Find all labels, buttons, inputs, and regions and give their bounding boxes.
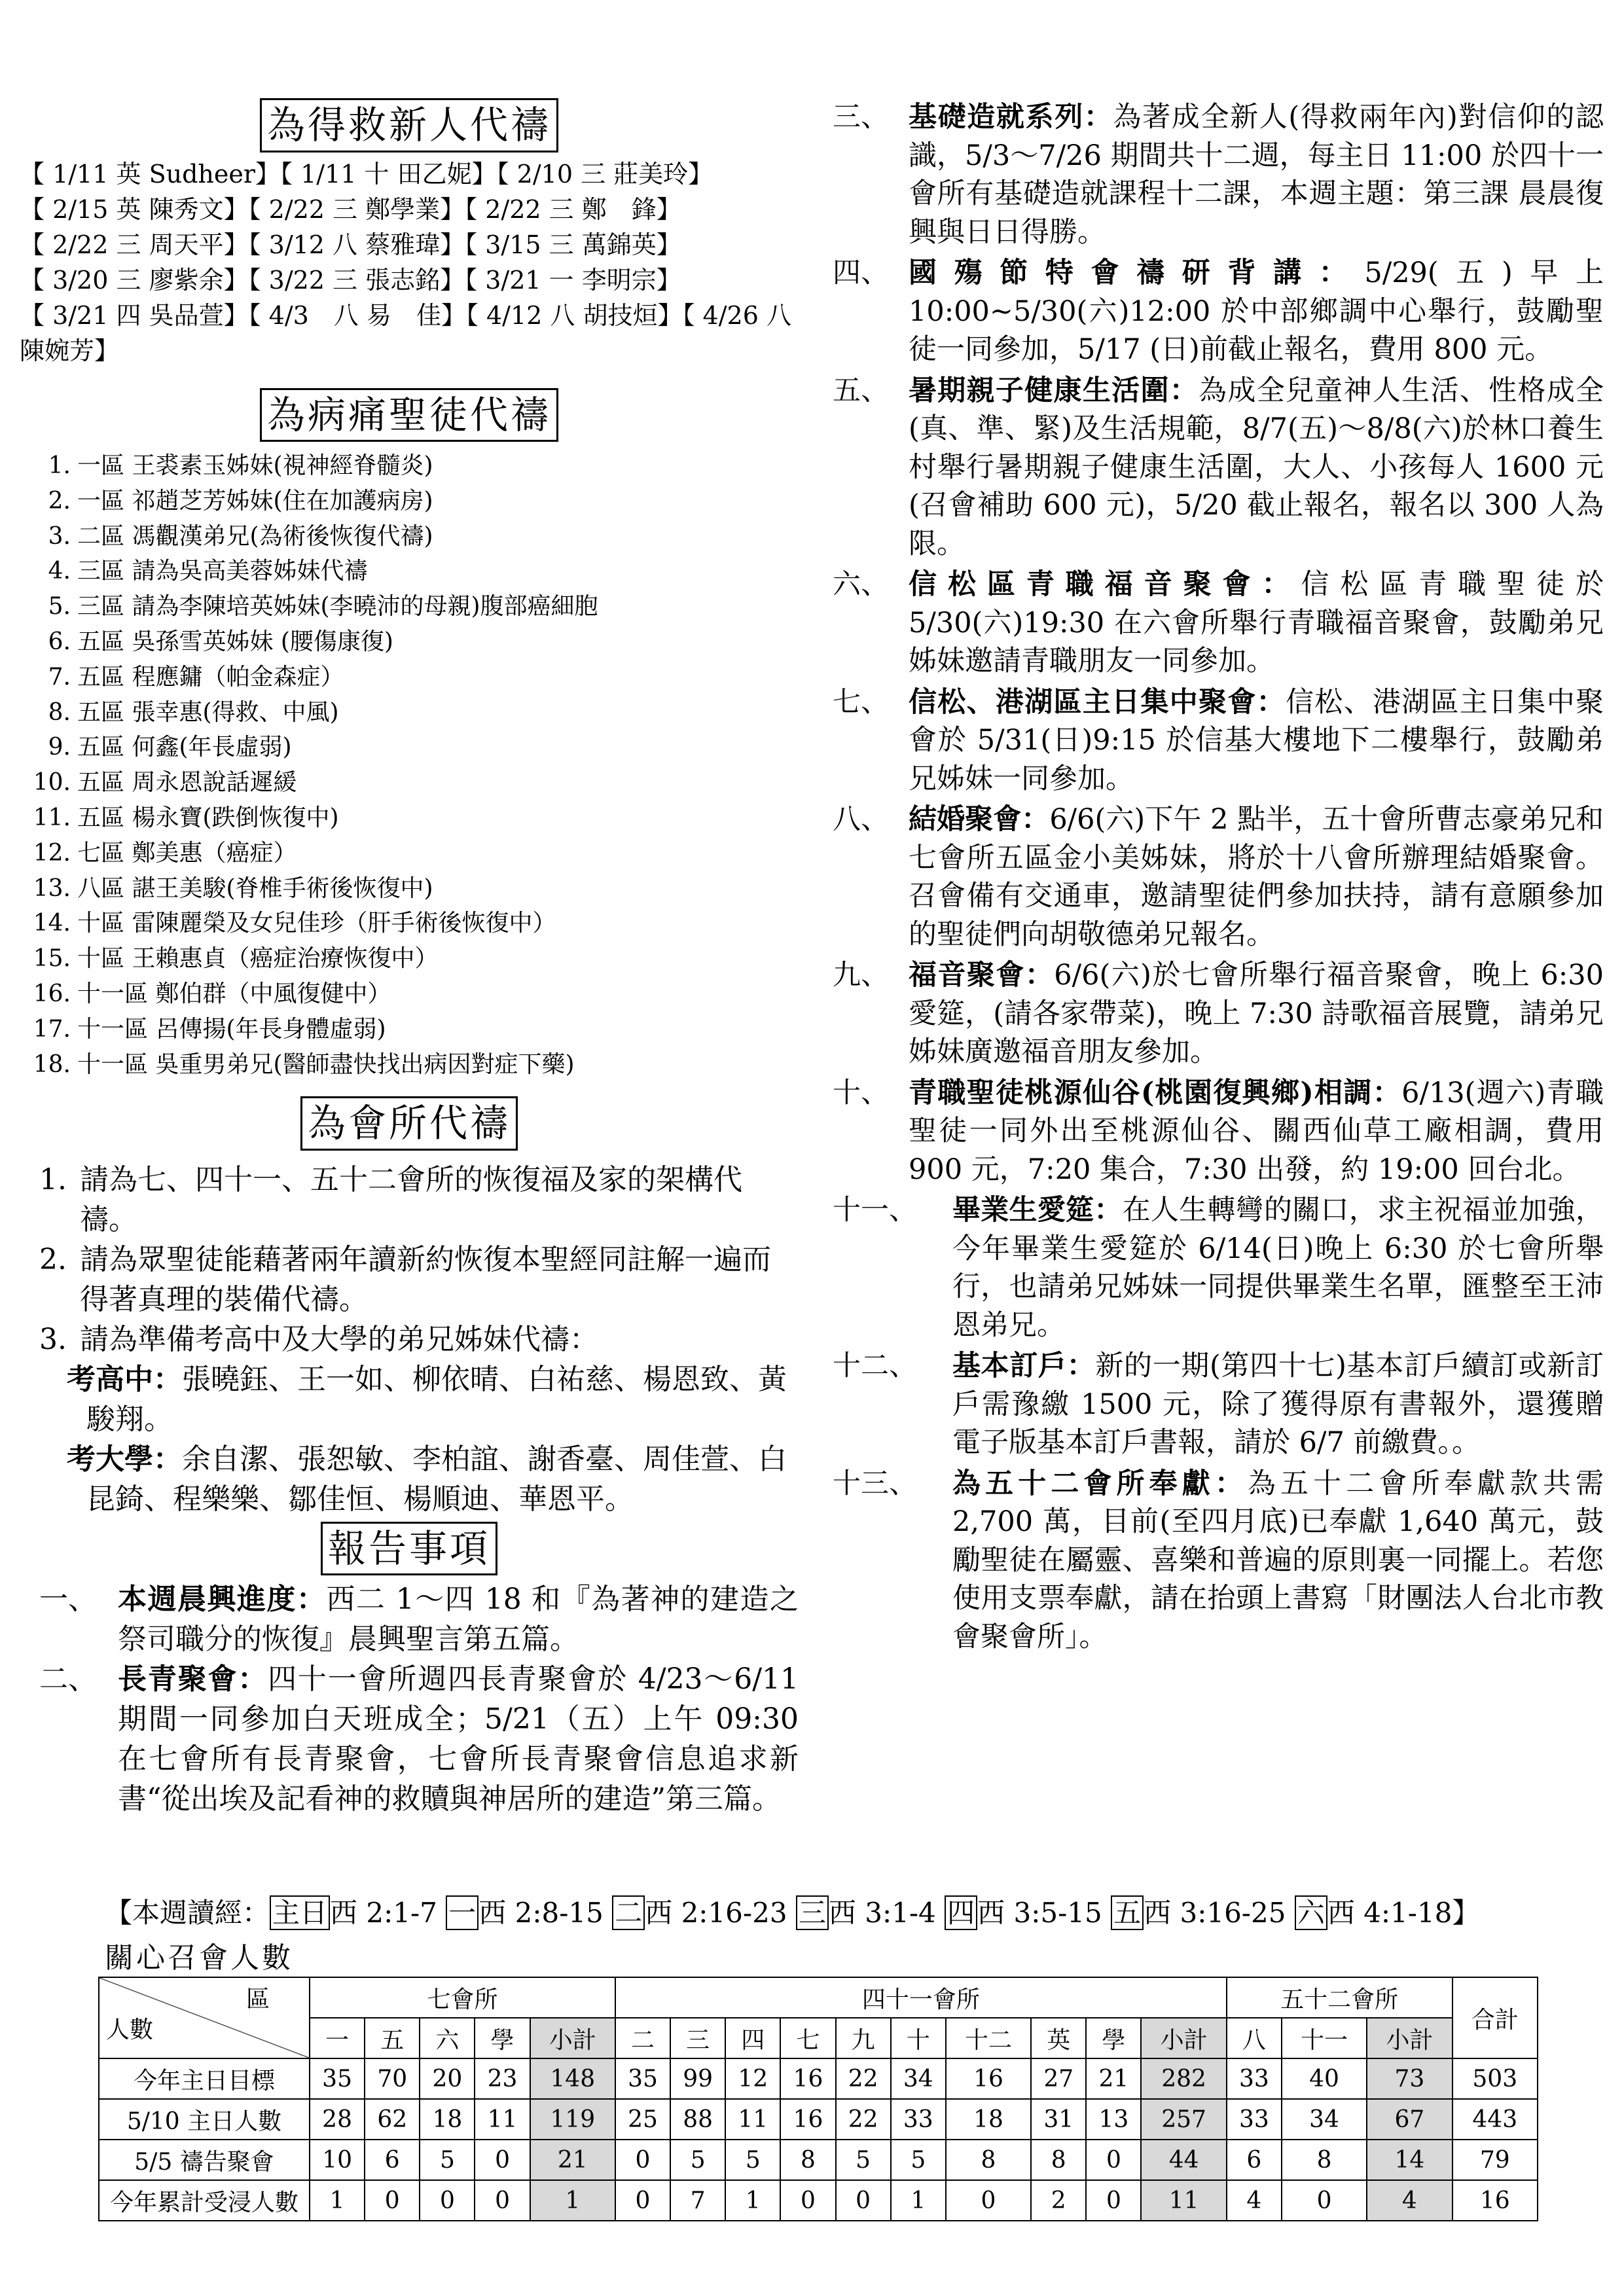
table-cell: 0: [475, 2140, 530, 2180]
column-header: 五: [365, 2018, 420, 2058]
table-cell: 33: [1227, 2099, 1282, 2140]
list-item: 14. 十區 雷陳麗榮及女兒佳珍（肝手術後恢復中）: [33, 910, 556, 937]
column-header: 英: [1031, 2018, 1086, 2058]
table-cell: 0: [365, 2180, 420, 2221]
row-label: 今年累計受浸人數: [99, 2180, 310, 2221]
report-item: 十一、 畢業生愛筵：在人生轉彎的關口，求主祝福並加強，今年畢業生愛筵於 6/14(日)晚上 6:30 於七會所舉行，也請弟兄姊妹一同提供畢業生名單，匯整至王沛恩弟兄。: [833, 1194, 1604, 1342]
column-header: 十: [891, 2018, 946, 2058]
corner-cell: 區 人數: [99, 1977, 310, 2058]
table-cell: 20: [420, 2058, 475, 2099]
list-item: 4. 三區 請為吳高美蓉姊妹代禱: [48, 558, 368, 585]
table-cell: 0: [420, 2180, 475, 2221]
table-cell: 0: [475, 2180, 530, 2221]
column-header: 九: [836, 2018, 891, 2058]
table-cell: 99: [670, 2058, 725, 2099]
table-cell: 11: [725, 2099, 780, 2140]
column-header: 四: [725, 2018, 780, 2058]
table-cell: 22: [836, 2099, 891, 2140]
column-header: 二: [615, 2018, 670, 2058]
table-cell: 282: [1141, 2058, 1226, 2099]
table-cell: 5: [420, 2140, 475, 2180]
list-item: 5. 三區 請為李陳培英姊妹(李曉沛的母親)腹部癌細胞: [48, 593, 598, 620]
report-item: 四、 國殤節特會禱研背講：5/29(五)早上 10:00~5/30(六)12:00 於中部鄉調中心舉行，鼓勵聖徒一同參加，5/17 (日)前截止報名，費用 800 元。: [833, 257, 1604, 366]
table-cell: 119: [530, 2099, 615, 2140]
table-cell: 16: [1453, 2180, 1538, 2221]
list-item: 7. 五區 程應鏞（帕金森症）: [48, 663, 344, 691]
table-cell: 2: [1031, 2180, 1086, 2221]
column-header: 七: [780, 2018, 835, 2058]
table-cell: 34: [1282, 2099, 1367, 2140]
table-cell: 0: [615, 2180, 670, 2221]
list-item: 8. 五區 張幸惠(得救、中風): [48, 698, 339, 726]
column-header: 十二: [946, 2018, 1031, 2058]
table-cell: 16: [780, 2099, 835, 2140]
table-cell: 11: [1141, 2180, 1226, 2221]
table-cell: 257: [1141, 2099, 1226, 2140]
table-row: [99, 2099, 1538, 2140]
table-cell: 8: [946, 2140, 1031, 2180]
table-cell: 0: [780, 2180, 835, 2221]
table-cell: 7: [670, 2180, 725, 2221]
list-item: 18. 十一區 吳重男弟兄(醫師盡快找出病因對症下藥): [33, 1050, 575, 1078]
salvation-line: 【 3/20 三 廖紫余】【 3/22 三 張志銘】【 3/21 一 李明宗】: [20, 265, 681, 295]
exam-highschool: 考高中：張曉鈺、王一如、柳依晴、白祐慈、楊恩致、黃駿翔。: [67, 1362, 787, 1436]
column-header: 一: [310, 2018, 365, 2058]
row-label: 5/10 主日人數: [99, 2099, 310, 2140]
table-cell: 31: [1031, 2099, 1086, 2140]
table-cell: 503: [1453, 2058, 1538, 2099]
list-item: 9. 五區 何鑫(年長虛弱): [48, 734, 292, 761]
list-item: 13. 八區 諶王美駿(脊椎手術後恢復中): [33, 874, 433, 902]
column-header: 學: [1086, 2018, 1141, 2058]
table-cell: 5: [670, 2140, 725, 2180]
stats-table: [98, 1977, 1538, 2221]
list-item: 6. 五區 吳孫雪英姊妹 (腰傷康復): [48, 628, 393, 655]
table-cell: 11: [475, 2099, 530, 2140]
table-cell: 8: [780, 2140, 835, 2180]
report-item: 十、 青職聖徒桃源仙谷(桃園復興鄉)相調：6/13(週六)青職聖徒一同外出至桃源仙谷、關西仙草工廠相調，費用 900 元，7:20 集合，7:30 出發，約 19:00 回台北。: [833, 1076, 1604, 1186]
list-item: 11. 五區 楊永寶(跌倒恢復中): [33, 804, 339, 831]
table-cell: 1: [530, 2180, 615, 2221]
row-label: 5/5 禱告聚會: [99, 2140, 310, 2180]
table-cell: 6: [1227, 2140, 1282, 2180]
table-cell: 0: [1282, 2180, 1367, 2221]
group-header: 四十一會所: [615, 1977, 1227, 2018]
table-cell: 0: [615, 2140, 670, 2180]
report-item: 五、 暑期親子健康生活圍：為成全兒童神人生活、性格成全(真、準、緊)及生活規範，8/7(五)～8/8(六)於林口養生村舉行暑期親子健康生活圍，大人、小孩每人 1600 元(召會補助 600 元)，5/20 截止報名，報名以 300 人為限。: [833, 374, 1604, 560]
left-column: [20, 98, 799, 1819]
group-header: 五十二會所: [1227, 1977, 1453, 2018]
table-cell: 33: [891, 2099, 946, 2140]
column-header: 學: [475, 2018, 530, 2058]
list-item: 16. 十一區 鄭伯群（中風復健中）: [33, 980, 391, 1007]
right-column: [831, 98, 1604, 1659]
table-cell: 4: [1367, 2180, 1452, 2221]
table-cell: 5: [891, 2140, 946, 2180]
column-header: 六: [420, 2018, 475, 2058]
table-cell: 18: [946, 2099, 1031, 2140]
table-cell: 27: [1031, 2058, 1086, 2099]
table-cell: 6: [365, 2140, 420, 2180]
table-cell: 1: [725, 2180, 780, 2221]
table-cell: 0: [1086, 2140, 1141, 2180]
report-title: 報告事項: [321, 1522, 497, 1576]
report-item: 一、 本週晨興進度：西二 1～四 18 和『為著神的建造之祭司職分的恢復』晨興聖言第五篇。: [39, 1583, 799, 1657]
table-cell: 33: [1227, 2058, 1282, 2099]
table-cell: 148: [530, 2058, 615, 2099]
table-cell: 4: [1227, 2180, 1282, 2221]
list-item: 1. 一區 王裘素玉姊妹(視神經脊髓炎): [48, 452, 433, 479]
report-item: 三、 基礎造就系列：為著成全新人(得救兩年內)對信仰的認識，5/3～7/26 期間共十二週，每主日 11:00 於四十一會所有基礎造就課程十二課，本週主題：第三課 晨晨復興與日日得勝。: [833, 101, 1604, 249]
column-header: 小計: [530, 2018, 615, 2058]
exam-university: 考大學：余自潔、張恕敏、李柏誼、謝香臺、周佳萱、白昆錡、程樂樂、鄒佳恒、楊順迪、華恩平。: [67, 1442, 787, 1516]
table-cell: 14: [1367, 2140, 1452, 2180]
report-item: 七、 信松、港湖區主日集中聚會：信松、港湖區主日集中聚會於 5/31(日)9:15 於信基大樓地下二樓舉行，鼓勵弟兄姊妹一同參加。: [833, 685, 1604, 795]
table-cell: 0: [1086, 2180, 1141, 2221]
table-cell: 28: [310, 2099, 365, 2140]
list-item: 2. 請為眾聖徒能藉著兩年讀新約恢復本聖經同註解一遍而得著真理的裝備代禱。: [39, 1242, 771, 1316]
table-cell: 5: [836, 2140, 891, 2180]
table-cell: 5: [725, 2140, 780, 2180]
table-cell: 1: [310, 2180, 365, 2221]
table-cell: 10: [310, 2140, 365, 2180]
table-cell: 12: [725, 2058, 780, 2099]
stats-title: 關心召會人數: [105, 1941, 293, 1975]
row-label: 今年主日目標: [99, 2058, 310, 2099]
table-cell: 44: [1141, 2140, 1226, 2180]
list-item: 10. 五區 周永恩說話遲緩: [33, 769, 297, 797]
table-cell: 16: [780, 2058, 835, 2099]
list-item: 3. 請為準備考高中及大學的弟兄姊妹代禱：: [39, 1322, 598, 1356]
report-item: 六、 信松區青職福音聚會：信松區青職聖徒於 5/30(六)19:30 在六會所舉行青職福音聚會，鼓勵弟兄姊妹邀請青職朋友一同參加。: [833, 568, 1604, 677]
salvation-line: 【 2/22 三 周天平】【 3/12 八 蔡雅瑋】【 3/15 三 萬錦英】: [20, 230, 681, 259]
list-item: 1. 請為七、四十一、五十二會所的恢復福及家的架構代禱。: [39, 1162, 742, 1236]
table-cell: 88: [670, 2099, 725, 2140]
salvation-line: 【 2/15 英 陳秀文】【 2/22 三 鄭學業】【 2/22 三 鄭 鋒】: [20, 194, 681, 224]
table-row: [99, 2140, 1538, 2180]
table-cell: 1: [891, 2180, 946, 2221]
salvation-title: 為得救新人代禱: [260, 98, 558, 152]
list-item: 17. 十一區 呂傳揚(年長身體虛弱): [33, 1015, 386, 1043]
table-cell: 0: [836, 2180, 891, 2221]
table-cell: 16: [946, 2058, 1031, 2099]
table-cell: 40: [1282, 2058, 1367, 2099]
table-cell: 18: [420, 2099, 475, 2140]
salvation-list: [20, 156, 799, 368]
table-cell: 23: [475, 2058, 530, 2099]
list-item: 2. 一區 祁趙芝芳姊妹(住在加護病房): [48, 487, 433, 514]
table-cell: 62: [365, 2099, 420, 2140]
column-header: 十一: [1282, 2018, 1367, 2058]
salvation-line: 【 1/11 英 Sudheer】【 1/11 十 田乙妮】【 2/10 三 莊美玲】: [20, 159, 713, 188]
report-item: 十三、 為五十二會所奉獻：為五十二會所奉獻款共需 2,700 萬，目前(至四月底)已奉獻 1,640 萬元，鼓勵聖徒在屬靈、喜樂和普遍的原則裏一同擺上。若您使用支票奉獻，請在抬頭上書寫「財團法人台北市教會聚會所」。: [833, 1467, 1604, 1653]
report-item: 二、 長青聚會：四十一會所週四長青聚會於 4/23～6/11 期間一同參加白天班成全；5/21（五）上午 09:30 在七會所有長青聚會，七會所長青聚會信息追求新書“從出埃及記看神的救贖與神居所的建造”第三篇。: [39, 1662, 799, 1816]
table-cell: 25: [615, 2099, 670, 2140]
table-cell: 21: [530, 2140, 615, 2180]
list-item: 15. 十區 王賴惠貞（癌症治療恢復中）: [33, 945, 439, 973]
table-cell: 34: [891, 2058, 946, 2099]
table-cell: 8: [1282, 2140, 1367, 2180]
group-header: 七會所: [310, 1977, 615, 2018]
table-cell: 35: [310, 2058, 365, 2099]
sick-title: 為病痛聖徒代禱: [260, 388, 558, 442]
table-cell: 73: [1367, 2058, 1452, 2099]
table-cell: 0: [946, 2180, 1031, 2221]
table-row: [99, 2058, 1538, 2099]
table-cell: 22: [836, 2058, 891, 2099]
total-header: 合計: [1453, 1977, 1538, 2058]
sick-list: [20, 448, 799, 1082]
table-cell: 70: [365, 2058, 420, 2099]
table-cell: 79: [1453, 2140, 1538, 2180]
table-cell: 443: [1453, 2099, 1538, 2140]
report-item: 九、 福音聚會：6/6(六)於七會所舉行福音聚會，晚上 6:30 愛筵，(請各家帶菜)，晚上 7:30 詩歌福音展覽，請弟兄姊妹廣邀福音朋友參加。: [833, 959, 1604, 1068]
salvation-line: 【 3/21 四 吳品萱】【 4/3 八 易 佳】【 4/12 八 胡技烜】【 4/26 八 陳婉芳】: [20, 300, 791, 365]
table-cell: 21: [1086, 2058, 1141, 2099]
column-header: 小計: [1367, 2018, 1452, 2058]
halls-title: 為會所代禱: [300, 1096, 518, 1151]
table-cell: 35: [615, 2058, 670, 2099]
table-cell: 8: [1031, 2140, 1086, 2180]
table-row: [99, 2180, 1538, 2221]
list-item: 12. 七區 鄭美惠（癌症）: [33, 839, 297, 867]
report-item: 十二、 基本訂戶：新的一期(第四十七)基本訂戶續訂或新訂戶需豫繳 1500 元，除了獲得原有書報外，還獲贈電子版基本訂戶書報，請於 6/7 前繳費。。: [833, 1350, 1604, 1459]
list-item: 3. 二區 馮觀漢弟兄(為術後恢復代禱): [48, 522, 433, 550]
column-header: 八: [1227, 2018, 1282, 2058]
column-header: 三: [670, 2018, 725, 2058]
weekly-reading: 【本週讀經：主日西 2:1-7 一西 2:8-15 二西 2:16-23 三西 3:1-4 四西 3:5-15 五西 3:16-25 六西 4:1-18】: [105, 1897, 1480, 1929]
table-cell: 67: [1367, 2099, 1452, 2140]
report-item: 八、 結婚聚會：6/6(六)下午 2 點半，五十會所曹志豪弟兄和七會所五區金小美姊妹，將於十八會所辦理結婚聚會。召會備有交通車，邀請聖徒們參加扶持，請有意願參加的聖徒們向胡敬德弟兄報名。: [833, 803, 1604, 951]
table-cell: 13: [1086, 2099, 1141, 2140]
column-header: 小計: [1141, 2018, 1226, 2058]
